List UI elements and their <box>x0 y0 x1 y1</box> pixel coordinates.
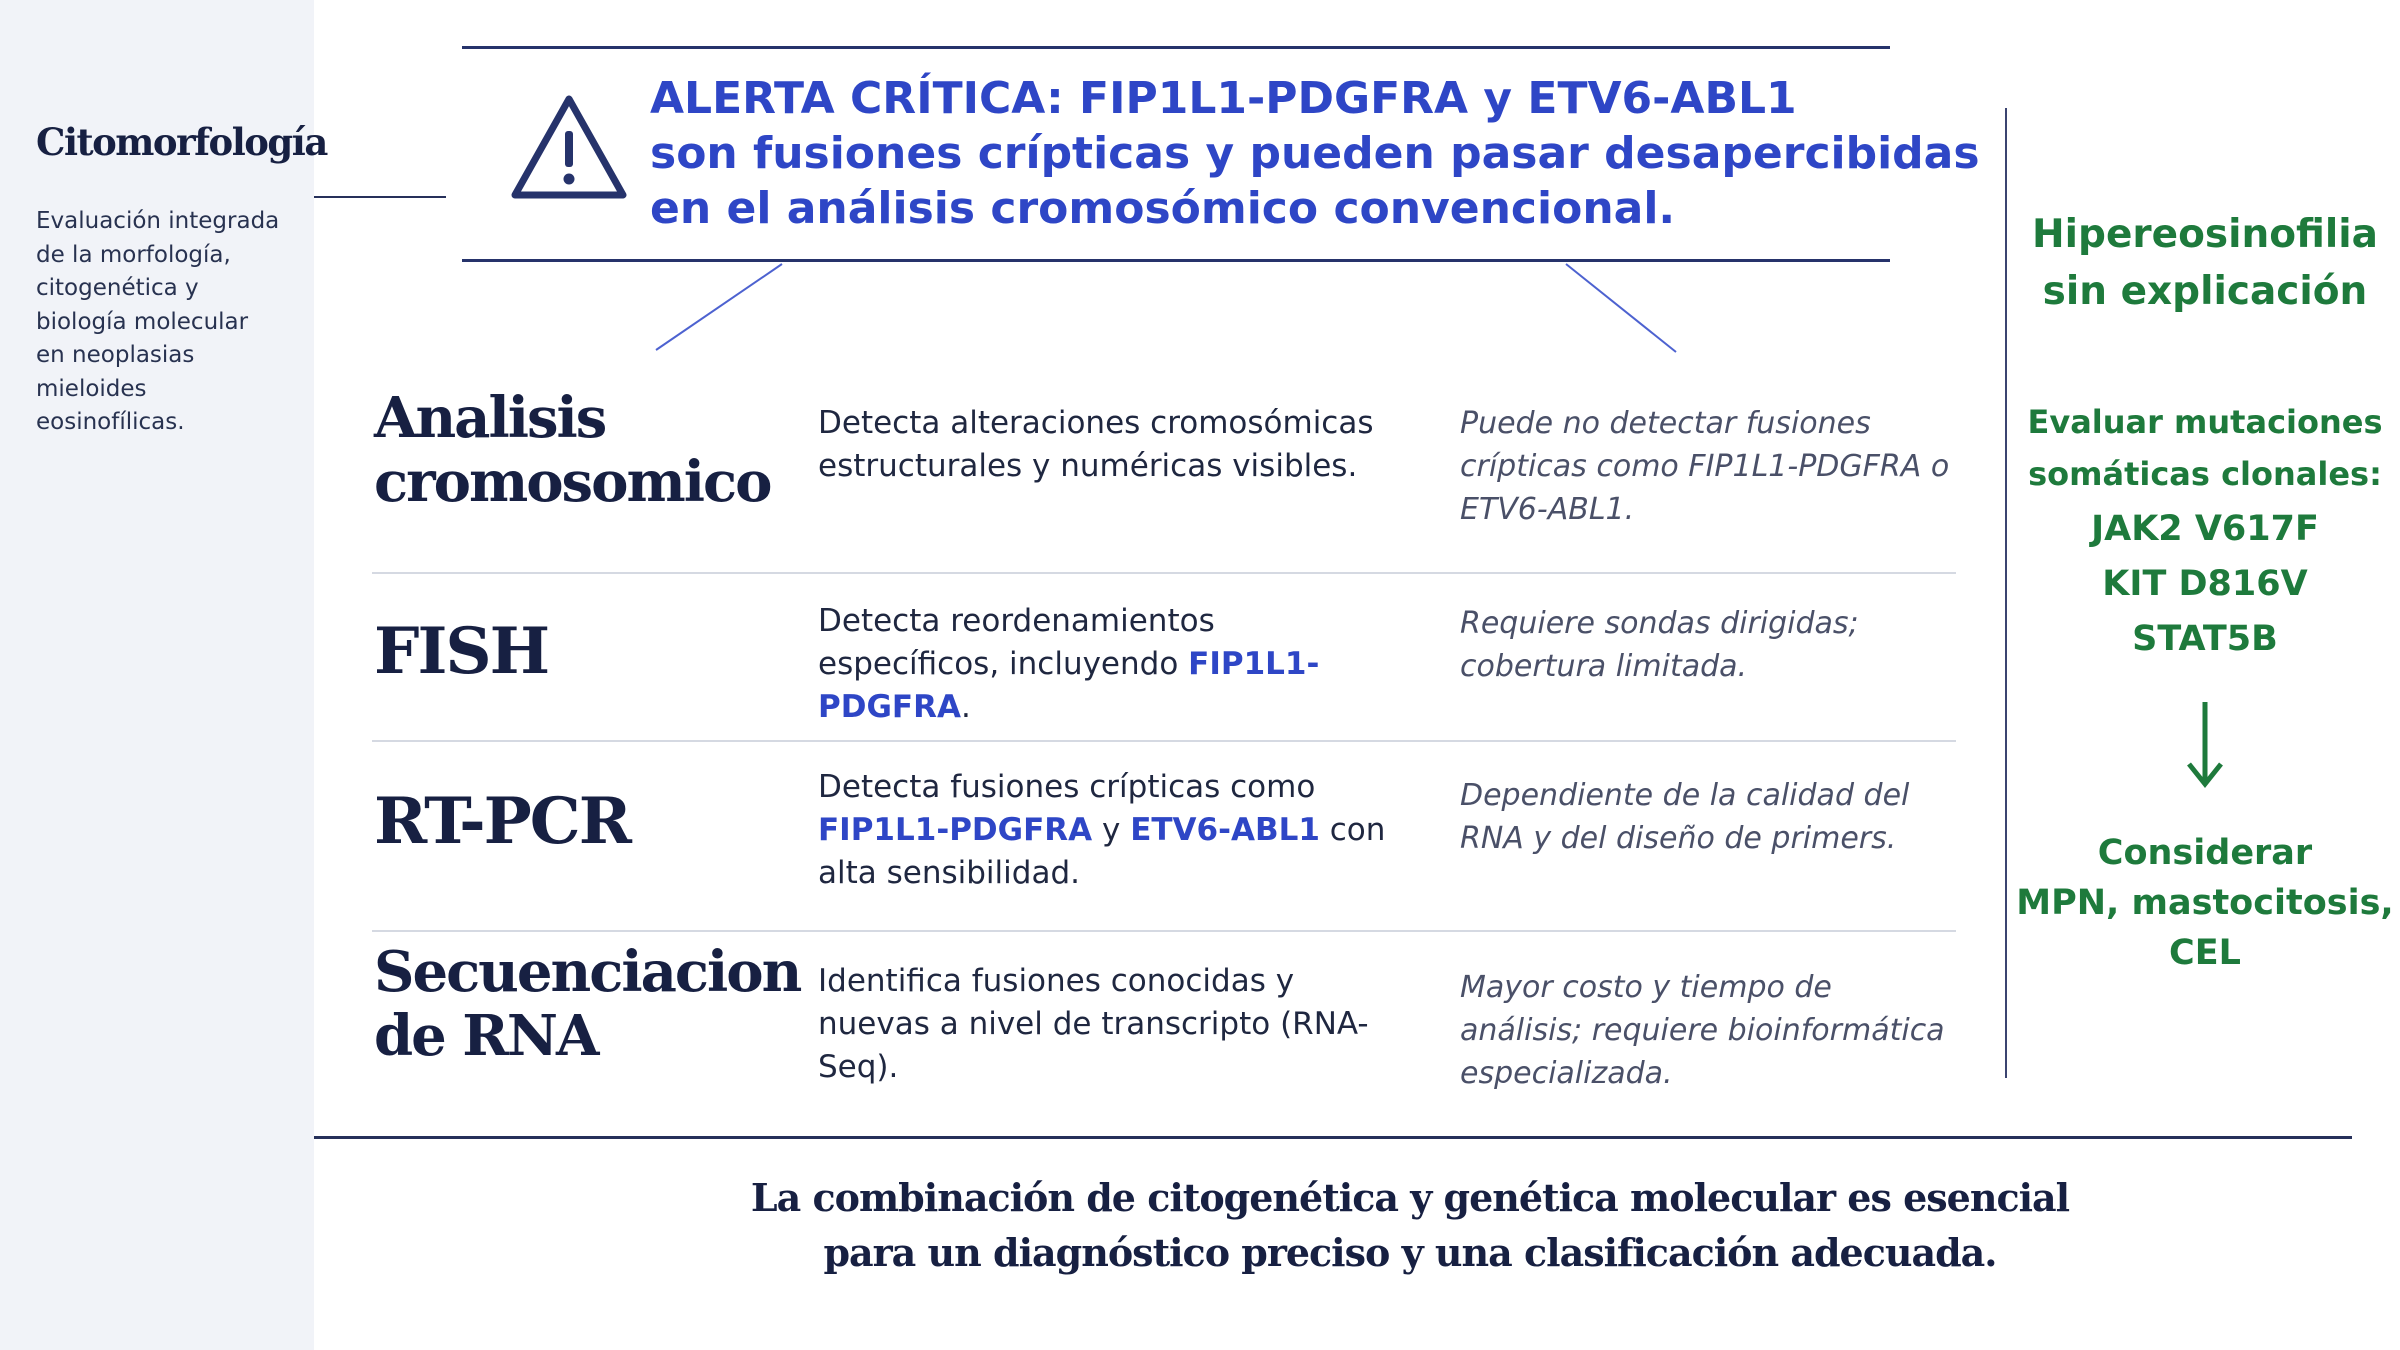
fusion-gene-highlight: FIP1L1-PDGFRA <box>818 812 1093 848</box>
method-row <box>372 742 1956 930</box>
alert-line: ALERTA CRÍTICA: FIP1L1-PDGFRA y ETV6-ABL1 <box>650 73 1797 124</box>
right-panel-title <box>2010 206 2400 320</box>
consider-line: Considerar <box>2097 833 2313 873</box>
sidebar-description-line: citogenética y <box>36 275 199 301</box>
sidebar-description-line: biología molecular <box>36 308 249 335</box>
conclusion-divider <box>314 1136 2352 1139</box>
method-description <box>818 766 1398 895</box>
right-panel-divider <box>2005 108 2007 1078</box>
right-title-line: sin explicación <box>2042 269 2368 314</box>
consider-line: MPN, mastocitosis, <box>2016 883 2394 923</box>
method-name <box>374 784 630 859</box>
method-limitation: Dependiente de la calidad del RNA y del diseño de primers. <box>1460 778 1910 856</box>
mutation-item: STAT5B <box>2132 619 2278 659</box>
right-subtitle-line: Evaluar mutaciones <box>2027 403 2383 441</box>
method-name <box>374 386 770 514</box>
method-name <box>374 614 549 689</box>
method-name-line: Analisis <box>374 385 606 451</box>
mutation-list <box>2010 502 2400 667</box>
method-name-line: RT-PCR <box>374 784 630 859</box>
fusion-gene-highlight: FIP1L1-PDGFRA <box>818 646 1320 725</box>
method-name-line: cromosomico <box>374 449 771 515</box>
fusion-gene-highlight: ETV6-ABL1 <box>1130 812 1320 848</box>
method-row <box>372 932 1956 1102</box>
method-limitation: Mayor costo y tiempo de análisis; requiere bioinformática especializada. <box>1460 970 1945 1091</box>
alert-line: en el análisis cromosómico convencional. <box>650 183 1676 234</box>
method-limitation: Puede no detectar fusiones crípticas como FIP1L1-PDGFRA o ETV6-ABL1. <box>1460 406 1950 527</box>
method-description <box>818 402 1398 488</box>
method-name-line: FISH <box>374 614 549 689</box>
sidebar-description-line: eosinofílicas. <box>36 409 185 435</box>
sidebar-description-line: de la morfología, <box>36 241 231 268</box>
sidebar-title: Citomorfología <box>36 120 327 164</box>
right-panel-subtitle <box>2010 396 2400 500</box>
consider-line: CEL <box>2169 933 2241 973</box>
sidebar-connector-line <box>314 196 446 198</box>
description-text: y <box>1092 812 1131 848</box>
method-name <box>374 940 800 1068</box>
mutation-item: JAK2 V617F <box>2091 509 2319 549</box>
conclusion-line: para un diagnóstico preciso y una clasificación adecuada. <box>823 1230 1997 1275</box>
description-text: con alta sensibilidad. <box>818 812 1386 891</box>
arrow-down-icon <box>2177 698 2233 790</box>
method-description <box>818 600 1398 729</box>
description-text: Detecta reordenamientos específicos, incluyendo <box>818 603 1215 682</box>
description-text: Detecta fusiones crípticas como <box>818 769 1316 805</box>
consider-text <box>2010 828 2400 978</box>
alert-line: son fusiones crípticas y pueden pasar desapercibidas <box>650 128 1980 179</box>
method-name-line: Secuenciacion <box>374 939 801 1005</box>
sidebar-description-line: mieloides <box>36 375 147 402</box>
right-title-line: Hipereosinofilia <box>2032 212 2378 257</box>
sidebar-description <box>36 205 306 440</box>
description-text: . <box>960 689 971 725</box>
description-text: Identifica fusiones conocidas y nuevas a nivel de transcripto (RNA-Seq). <box>818 963 1369 1085</box>
method-row <box>372 574 1956 740</box>
right-subtitle-line: somáticas clonales: <box>2028 455 2382 493</box>
sidebar <box>0 0 327 1350</box>
sidebar-description-line: Evaluación integrada <box>36 208 280 234</box>
conclusion-text <box>620 1170 2200 1280</box>
description-text: Detecta alteraciones cromosómicas estructurales y numéricas visibles. <box>818 405 1374 484</box>
mutation-item: KIT D816V <box>2102 564 2308 604</box>
critical-alert-banner <box>462 46 1980 262</box>
alert-message <box>650 71 1980 236</box>
method-row <box>372 370 1956 572</box>
sidebar-description-line: en neoplasias <box>36 342 195 368</box>
method-description <box>818 960 1398 1089</box>
method-limitation: Requiere sondas dirigidas; cobertura limitada. <box>1460 606 1859 684</box>
warning-triangle-icon <box>510 93 628 203</box>
conclusion-line: La combinación de citogenética y genética molecular es esencial <box>750 1175 2070 1220</box>
method-name-line: de RNA <box>374 1003 598 1069</box>
